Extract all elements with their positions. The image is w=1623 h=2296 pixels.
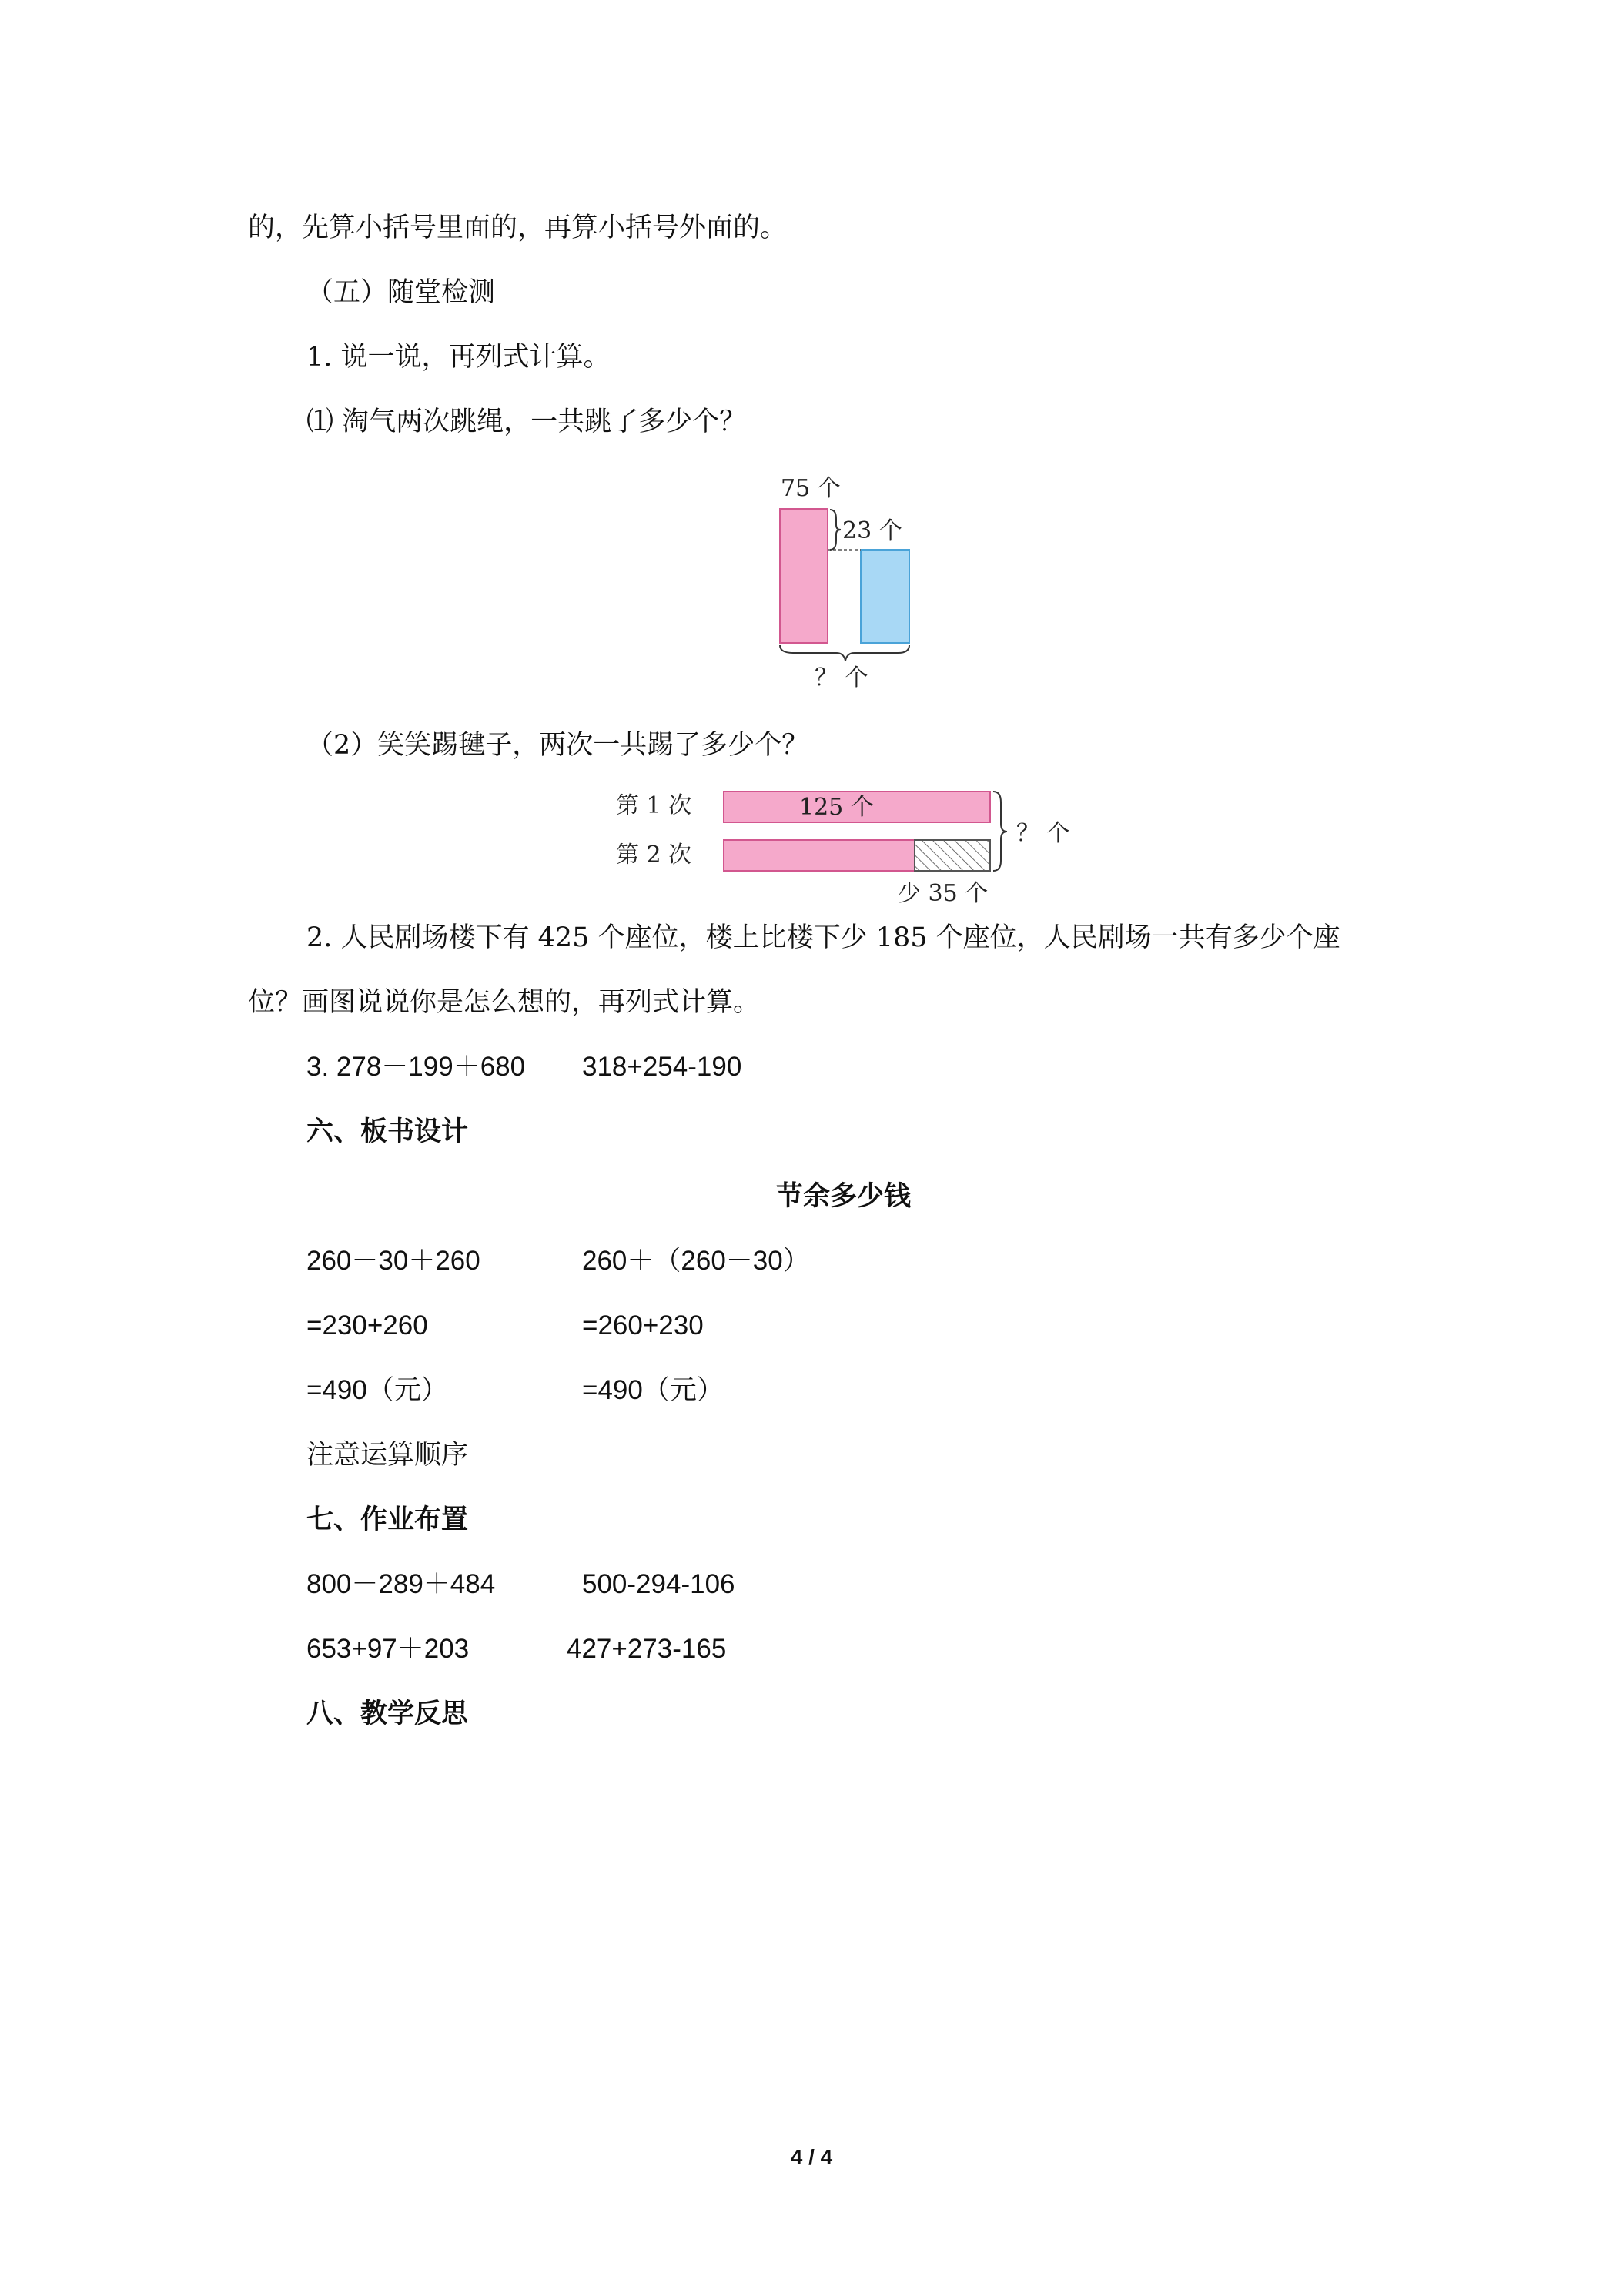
question-1: 1. 说一说，再列式计算。 <box>306 342 611 373</box>
fig2-row1-value: 125 个 <box>799 794 874 821</box>
fig1-brace-bottom <box>780 645 909 661</box>
question-2-line1: 2. 人民剧场楼下有 425 个座位，楼上比楼下少 185 个座位，人民剧场一共有多少个座 <box>306 922 1340 953</box>
fig1-label-first: 75 个 <box>781 475 841 502</box>
board-note: 注意运算顺序 <box>306 1440 469 1471</box>
board-row-3-left: =490（元） <box>306 1375 448 1405</box>
page-number: 4 / 4 <box>790 2145 833 2169</box>
fig2-row2-label: 第 2 次 <box>616 842 692 869</box>
board-row-3-right: =490（元） <box>582 1375 724 1405</box>
board-row-1-left: 260－30＋260 <box>306 1246 480 1276</box>
question-2-line2: 位？画图说说你是怎么想的，再列式计算。 <box>248 987 761 1018</box>
question-3-b: 318+254-190 <box>582 1052 742 1082</box>
homework-row-2-right: 427+273-165 <box>567 1634 727 1664</box>
board-row-2-left: =230+260 <box>306 1310 428 1340</box>
board-title: 节余多少钱 <box>776 1180 912 1212</box>
section8-heading: 八、教学反思 <box>306 1698 469 1729</box>
shuttlecock-diagram <box>608 778 1086 909</box>
section5-heading: （五）随堂检测 <box>306 277 496 308</box>
question-1-2: （2）笑笑踢毽子，两次一共踢了多少个？ <box>306 730 809 761</box>
board-row-1-right: 260＋（260－30） <box>582 1246 810 1276</box>
fig2-shortfall-label: 少 35 个 <box>898 880 989 907</box>
fig1-bar-first <box>780 509 828 643</box>
fig1-label-diff: 23 个 <box>842 517 902 544</box>
section7-heading: 七、作业布置 <box>306 1504 469 1535</box>
jump-rope-diagram <box>762 462 947 693</box>
fig1-label-total: ？ 个 <box>815 664 868 691</box>
fig2-bar-shortfall <box>915 840 990 871</box>
board-row-2-right: =260+230 <box>582 1310 704 1340</box>
fig2-brace-right <box>993 792 1007 871</box>
continuation-text: 的，先算小括号里面的，再算小括号外面的。 <box>248 213 788 243</box>
homework-row-1-right: 500-294-106 <box>582 1569 735 1599</box>
fig1-bar-second <box>861 550 909 643</box>
question-1-1: ⑴ 淘气两次跳绳，一共跳了多少个？ <box>306 407 747 437</box>
fig2-total-label: ？ 个 <box>1016 820 1070 847</box>
fig2-row1-label: 第 1 次 <box>616 792 692 819</box>
fig2-bar-second <box>724 840 915 871</box>
section6-heading: 六、板书设计 <box>306 1116 469 1147</box>
fig1-brace-right <box>830 510 841 550</box>
question-3-a: 3. 278－199＋680 <box>306 1052 526 1082</box>
homework-row-2-left: 653+97＋203 <box>306 1634 470 1664</box>
homework-row-1-left: 800－289＋484 <box>306 1569 496 1599</box>
